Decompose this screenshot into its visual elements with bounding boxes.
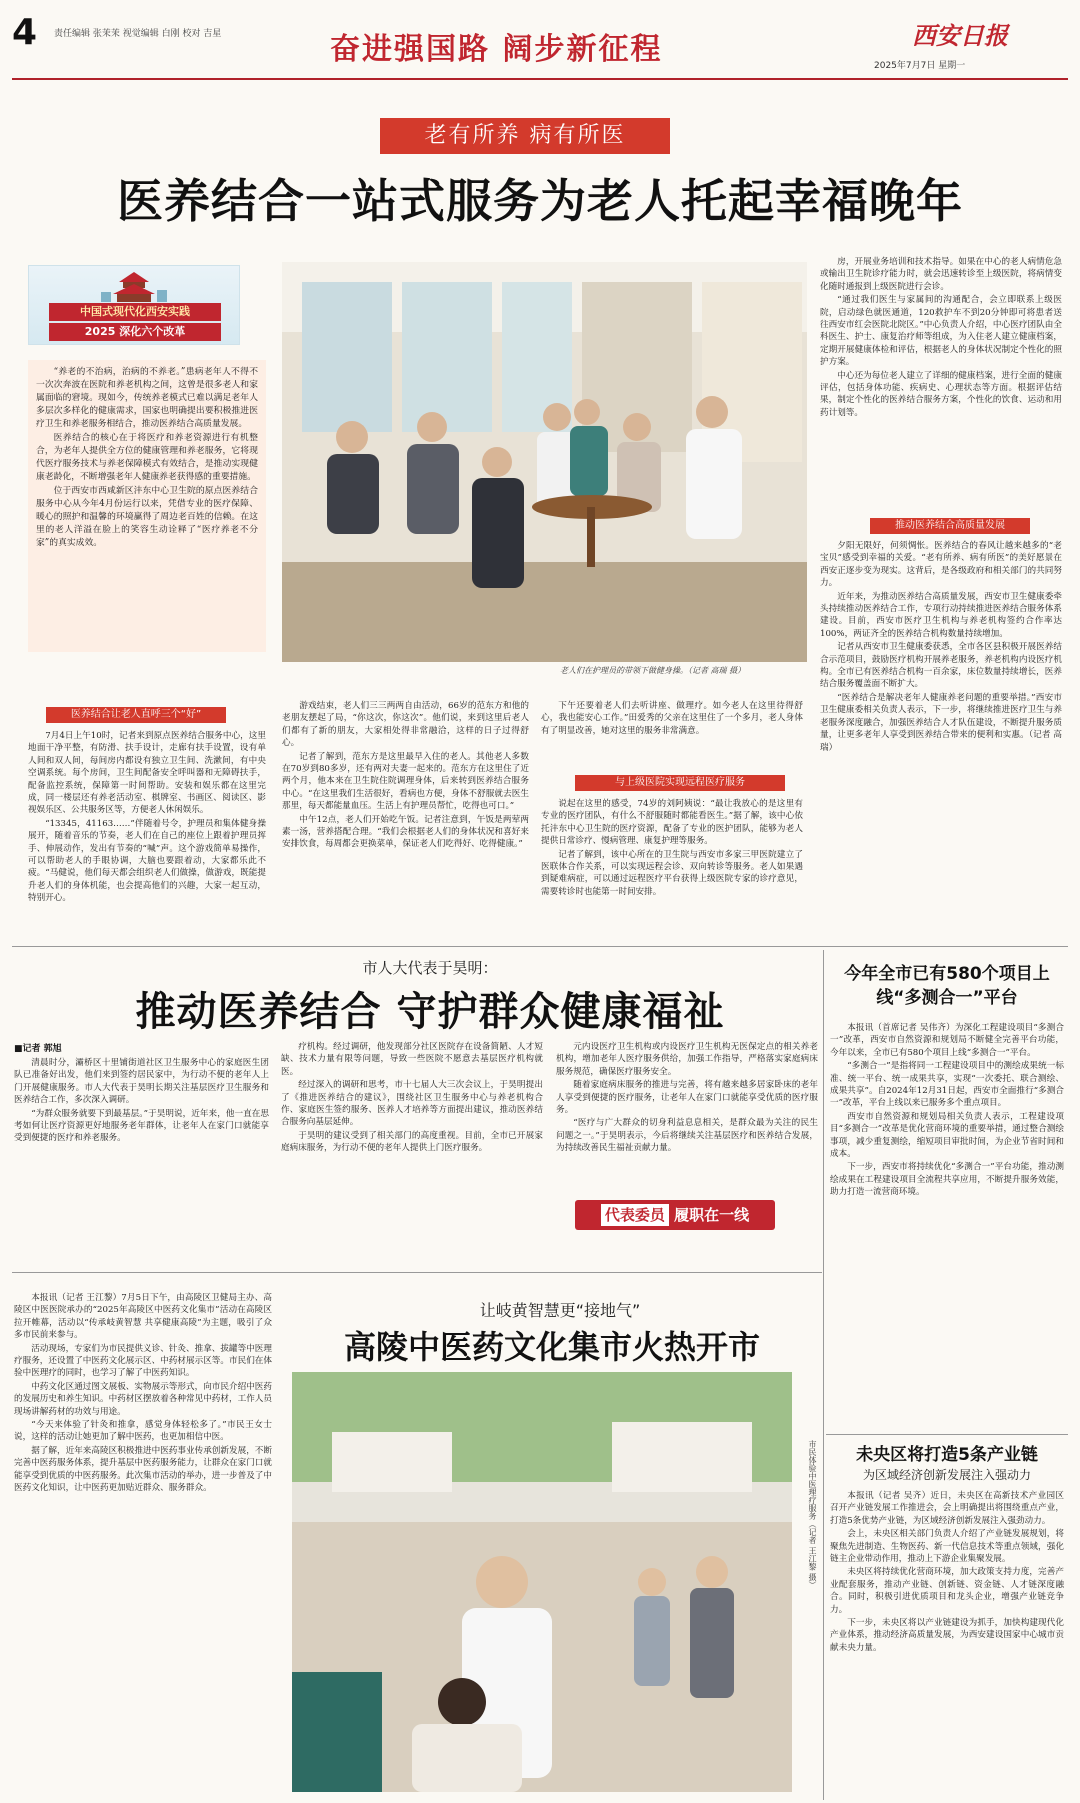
story4-headline: 高陵中医药文化集市火热开市 — [343, 1328, 760, 1366]
story2-byline: ■记者 郭旭 — [14, 1044, 62, 1054]
series-banner-line1: 中国式现代化西安实践 — [49, 303, 221, 321]
pagoda-icon — [99, 270, 169, 304]
story2-paragraph: 经过深入的调研和思考，市十七届人大三次会议上，于昊明提出了《推进医养结合的建议》，围绕社区卫生服务中心与养老机构合作、家庭医生签约服务、医养人才培养等方面提出建议，推动医养结合服务向基层延伸。 — [281, 1080, 543, 1128]
story4-photo — [292, 1372, 792, 1792]
story2-column2 — [281, 1041, 543, 1259]
story5-headline: 未央区将打造5条产业链 — [856, 1445, 1038, 1465]
story2-paragraph: 疗机构。经过调研，他发现部分社区医院存在设备简陋、人才短缺、技术力量有限等问题，导致一些医院不愿意去基层医疗机构就医。 — [281, 1042, 543, 1077]
editors-credit: 责任编辑 张茉茉 视觉编辑 白刚 校对 吉星 — [54, 29, 222, 39]
story1-paragraph: 记者了解到，范东方是这里最早入住的老人。其他老人多数在70岁到80多岁，还有两对夫妻一起来的。范东方在这里住了近两个月，他本来在卫生院住院调理身体，后来转到医养结合服务中心。“在这里我们生活很好，看病也方便，身体不舒服就去医生那里，每天都能量血压。生活上有护理员帮忙，吃得也可口。” — [282, 751, 529, 812]
story1-photo — [282, 262, 807, 662]
story1-paragraph: 夕阳无限好，何须惆怅。医养结合的春风让越来越多的“老宝贝”感受到幸福的关爱。“老有所养、病有所医”的美好愿景在西安正逐步变为现实。这背后，是各级政府和相关部门的共同努力。 — [820, 541, 1062, 589]
story4-photo-caption: 市民体验中医理疗服务（记者 王江黎 摄） — [808, 1440, 817, 1590]
story4-paragraph: “今天来体验了针灸和推拿，感觉身体轻松多了。”市民王女士说，这样的活动让她更加了解中医药，也更加相信中医。 — [14, 1420, 272, 1443]
series-banner-line2: 2025 深化六个改革 — [49, 323, 221, 341]
story1-paragraph: “通过我们医生与家属间的沟通配合，会立即联系上级医院，启动绿色就医通道，120救护车不到20分钟即可将患者送往西安市红会医院北院区。”中心负责人介绍，中心医疗团队由全科医生、护士、康复治疗师等组成，为入住老人建立健康档案，定期开展健康体检和评估，根据老人的身体状况制定个性化的照护方案。 — [820, 295, 1062, 368]
story3-paragraph: 西安市自然资源和规划局相关负责人表示，工程建设项目“多测合一”改革是优化营商环境的重要举措，通过整合测绘事项，减少重复测绘，缩短项目审批时间，为企业节省时间和成本。 — [830, 1111, 1064, 1160]
story1-paragraph: 近年来，为推动医养结合高质量发展，西安市卫生健康委牵头持续推动医养结合工作，专项行动持续推进医养结合服务体系建设。目前，西安市医疗卫生机构与养老机构签约合作率达100%，两证齐全的医养结合机构数量持续增加。 — [820, 591, 1062, 639]
masthead — [12, 6, 1068, 80]
story1-column4 — [820, 256, 1062, 514]
story1-column1 — [28, 730, 266, 940]
stamp-right-label: 履职在一线 — [674, 1206, 750, 1224]
stamp-left-label: 代表委员 — [601, 1204, 669, 1226]
story1-paragraph: 下午还要着老人们去听讲座、做理疗。如今老人在这里待得舒心，我也能安心工作。”田爱秀的父亲在这里住了一个多月，老人身体有了明显改善，她对这里的服务非常满意。 — [541, 701, 803, 736]
story4-paragraph: 本报讯（记者 王江黎）7月5日下午，由高陵区卫健局主办、高陵区中医医院承办的“2025年高陵区中医药文化集市”活动在高陵区拉开帷幕，活动以“传承岐黄智慧 共享健康高陵”为主题，吸引了众多市民前来参与。 — [14, 1293, 272, 1341]
story1-lead-paragraph: 位于西安市西咸新区沣东中心卫生院的原点医养结合服务中心从今年4月份运行以来，凭借专业的医疗保障、暖心的照护和温馨的环境赢得了周边老百姓的信赖。在这里的老人洋溢在脸上的笑容生动诠释了“医疗养老不分家”的真实成效。 — [36, 486, 258, 548]
story4-paragraph: 活动现场，专家们为市民提供义诊、针灸、推拿、拔罐等中医理疗服务，还设置了中医药文化展示区、中药材展示区等。市民们在体验中医理疗的同时，也学习了解了中医药知识。 — [14, 1343, 272, 1379]
story1-paragraph: 记者了解到，该中心所在的卫生院与西安市多家三甲医院建立了医联体合作关系，可以实现远程会诊、双向转诊等服务。老人如果遇到疑难病症，可以通过远程医疗平台获得上级医院专家的诊疗意见，需要转诊时也能第一时间安排。 — [541, 849, 803, 897]
column-rule — [823, 950, 824, 1800]
page-slogan: 奋进强国路 阔步新征程 — [330, 32, 663, 67]
story1-column3b — [541, 798, 803, 938]
story1-photo-caption: 老人们在护理员的带领下做健身操。（记者 高瑞 摄） — [560, 666, 746, 675]
story2-paragraph: 元内设医疗卫生机构或内设医疗卫生机构无医保定点的相关养老机构，增加老年人医疗服务供给，加强工作指导，严格落实家庭病床服务规范，确保医疗服务安全。 — [556, 1042, 818, 1077]
story2-paragraph: “为群众服务就要下到最基层。”于昊明说，近年来，他一直在思考如何让医疗资源更好地服务老年群体，让老年人在家门口就能享受到便捷的医疗和养老服务。 — [14, 1108, 269, 1144]
story3-paragraph: 下一步，西安市将持续优化“多测合一”平台功能，推动测绘成果在工程建设项目全流程共享应用，不断提升服务效能，助力打造一流营商环境。 — [830, 1162, 1064, 1198]
story3-paragraph: 本报讯（首席记者 吴伟齐）为深化工程建设项目“多测合一”改革，西安市自然资源和规划局不断健全完善平台功能，今年以来，全市已有580个项目上线“多测合一”平台。 — [830, 1023, 1064, 1058]
section-divider — [12, 1272, 822, 1273]
story1-paragraph: 说起在这里的感受，74岁的刘阿姨说：“最让我放心的是这里有专业的医疗团队，有什么不舒服随时都能看医生。”据了解，该中心依托沣东中心卫生院的医疗资源，配备了专业的医护团队，能够为老人提供日常诊疗、慢病管理、康复护理等服务。 — [541, 799, 803, 847]
story1-paragraph: 中午12点，老人们开始吃午饭。记者注意到，午饭是两荤两素一汤，营养搭配合理。“我们会根据老人们的身体状况和喜好来安排饮食，每周都会更换菜单，保证老人们吃得好、吃得健康。” — [282, 814, 529, 850]
story1-column2 — [282, 700, 529, 938]
story1-subhead-good: 医养结合让老人直呼三个“好” — [46, 707, 226, 723]
story2-kicker: 市人大代表于昊明： — [362, 959, 498, 977]
story5-paragraph: 未央区将持续优化营商环境，加大政策支持力度，完善产业配套服务，推动产业链、创新链、资金链、人才链深度融合。同时，积极引进优质项目和龙头企业，增强产业链竞争力。 — [830, 1567, 1064, 1615]
newspaper-logo: 西安日报 — [912, 21, 1008, 50]
story1-lead-paragraph: “养老的不治病，治病的不养老。”患病老年人不得不一次次奔波在医院和养老机构之间，这曾是很多老人和家属面临的窘境。现如今，传统养老模式已难以满足老年人多层次多样化的健康需求，国家也明确提出要积极推进医疗卫生和养老服务相结合，推动医养结合高质量发展。 — [36, 367, 258, 429]
story2-paragraph: 清晨时分，灞桥区十里铺街道社区卫生服务中心的家庭医生团队已准备好出发，他们来到签约居民家中，为行动不便的老年人上门开展健康服务。市人大代表于昊明长期关注基层医疗卫生服务和医养结合工作，多次深入调研。 — [14, 1058, 269, 1106]
story5-paragraph: 下一步，未央区将以产业链建设为抓手，加快构建现代化产业体系，推动经济高质量发展，为西安建设国家中心城市贡献未央力量。 — [830, 1618, 1064, 1653]
story1-column4b — [820, 540, 1062, 938]
story1-paragraph: 中心还为每位老人建立了详细的健康档案，进行全面的健康评估，包括身体功能、疾病史、心理状态等方面。根据评估结果，制定个性化的医养结合服务方案，个性化的饮食、运动和用药计划等。 — [820, 370, 1062, 418]
story5-body — [830, 1490, 1064, 1796]
story1-subhead-quality: 推动医养结合高质量发展 — [870, 518, 1030, 534]
column-stamp — [575, 1200, 775, 1230]
story1-paragraph: 记者从西安市卫生健康委获悉，全市各区县积极开展医养结合示范项目，鼓励医疗机构开展养老服务，养老机构内设医疗机构。全市已有医养结合机构一百余家，床位数量持续增长，医养结合服务覆盖面不断扩大。 — [820, 642, 1062, 690]
story4-paragraph: 中药文化区通过图文展板、实物展示等形式，向市民介绍中医药的发展历史和养生知识。中药材区摆放着各种常见中药材，工作人员现场讲解药材的功效与用途。 — [14, 1381, 272, 1417]
story1-paragraph: “医养结合是解决老年人健康养老问题的重要举措。”西安市卫生健康委相关负责人表示，下一步，将继续推进医疗卫生与养老服务深度融合，加强医养结合人才队伍建设，不断提升服务质量，让更多老年人享受到医养结合带来的便利和实惠。（记者 高瑞） — [820, 692, 1062, 753]
story1-lead-box — [28, 360, 266, 652]
issue-date: 2025年7月7日 星期一 — [874, 61, 966, 71]
story2-column3 — [556, 1041, 818, 1193]
story5-paragraph: 会上，未央区相关部门负责人介绍了产业链发展规划，将聚焦先进制造、生物医药、新一代信息技术等重点领域，强化链主企业带动作用，推动上下游企业集聚发展。 — [830, 1529, 1064, 1565]
story2-paragraph: 随着家庭病床服务的推进与完善，将有越来越多居家卧床的老年人享受到便捷的医疗服务，让老年人在家门口就能享受优质的医疗服务。 — [556, 1080, 818, 1116]
page-number: 4 — [12, 12, 38, 53]
story3-body — [830, 1022, 1064, 1430]
story1-paragraph: “13345，41163……”伴随着号令，护理员和集体健身操展开，随着音乐的节奏，老人们在自己的座位上跟着护理员挥手、伸展动作，发出有节奏的“喊”声。这个游戏简单易操作，可以帮助老人的手眼协调，大脑也要跟着动，大家都乐此不疲。“马健说，他们每天都会组织老人们做操，做游戏，既能提升老人们的身体机能，也会提高他们的兴趣，大家一起互动，特别开心。 — [28, 818, 266, 904]
story5-subtitle: 为区域经济创新发展注入强动力 — [862, 1468, 1031, 1482]
story3-paragraph: “多测合一”是指将同一工程建设项目中的测绘成果统一标准、统一平台、统一成果共享，实现“一次委托、联合测绘、成果共享”。自2024年12月31日起，西安市全面推行“多测合一”改革，平台上线以来已服务多个重点项目。 — [830, 1061, 1064, 1109]
story1-kicker: 老有所养 病有所医 — [380, 118, 670, 154]
story3-headline: 今年全市已有580个项目上线“多测合一”平台 — [844, 964, 1050, 1008]
story2-headline: 推动医养结合 守护群众健康福祉 — [135, 989, 725, 1035]
story4-kicker: 让岐黄智慧更“接地气” — [479, 1301, 641, 1320]
story4-paragraph: 据了解，近年来高陵区积极推进中医药事业传承创新发展，不断完善中医药服务体系，提升基层中医药服务能力，让群众在家门口就能享受到优质的中医药服务。此次集市活动的举办，进一步普及了中医药文化知识，让中医药更加贴近群众、服务群众。 — [14, 1445, 272, 1494]
story1-column3 — [541, 700, 803, 768]
series-banner — [28, 265, 240, 345]
story1-subhead-remote: 与上级医院实现远程医疗服务 — [575, 775, 785, 791]
story2-column1 — [14, 1057, 269, 1259]
story2-paragraph: 于昊明的建议受到了相关部门的高度重视。目前，全市已开展家庭病床服务，为行动不便的老年人提供上门医疗服务。 — [281, 1130, 543, 1154]
story1-lead-paragraph: 医养结合的核心在于将医疗和养老资源进行有机整合，为老年人提供全方位的健康管理和养老服务，它将现代医疗服务技术与养老保障模式有效结合，是推动实现健康老龄化，不断增强老年人健康养老获得感的重要措施。 — [36, 433, 258, 482]
section-divider — [826, 1434, 1068, 1435]
story1-paragraph: 游戏结束，老人们三三两两自由活动，66岁的范东方和他的老朋友摆起了局，“你这次，你这次”。他们说，来到这里后老人们都有了新的朋友，大家相处得非常融洽，这样的日子过得舒心。 — [282, 701, 529, 749]
story1-paragraph: 7月4日上午10时，记者来到原点医养结合服务中心，这里地面干净平整，有防滑、扶手设计，走廊有扶手设置，设有单人间和双人间，每间房内都设有独立卫生间、洗漱间，有中央空调系统。每个房间，卫生间配备安全呼叫器和无障碍扶手，配备监控系统，保障第一时间帮助。安装和娱乐都在这里完成，同一楼层还有养老活动室、棋牌室、书画区、阅读区、影视娱乐区、公共服务区等，方便老人休闲娱乐。 — [28, 731, 266, 816]
story1-paragraph: 房，开展业务培训和技术指导。如果在中心的老人病情危急或输出卫生院诊疗能力时，就会迅速转诊至上级医院，将病情变化随时通报到上级医院进行会诊。 — [820, 257, 1062, 292]
story4-body — [14, 1292, 272, 1792]
section-divider — [12, 946, 1068, 947]
story5-paragraph: 本报讯（记者 吴齐）近日，未央区在高新技术产业园区召开产业链发展工作推进会，会上明确提出将围绕重点产业，打造5条优势产业链，为区域经济创新发展注入强劲动力。 — [830, 1491, 1064, 1526]
story1-headline: 医养结合一站式服务为老人托起幸福晚年 — [117, 174, 963, 228]
story2-paragraph: “医疗与广大群众的切身利益息息相关，是群众最为关注的民生问题之一。”于昊明表示，今后将继续关注基层医疗和医养结合发展，为持续改善民生福祉贡献力量。 — [556, 1118, 818, 1154]
